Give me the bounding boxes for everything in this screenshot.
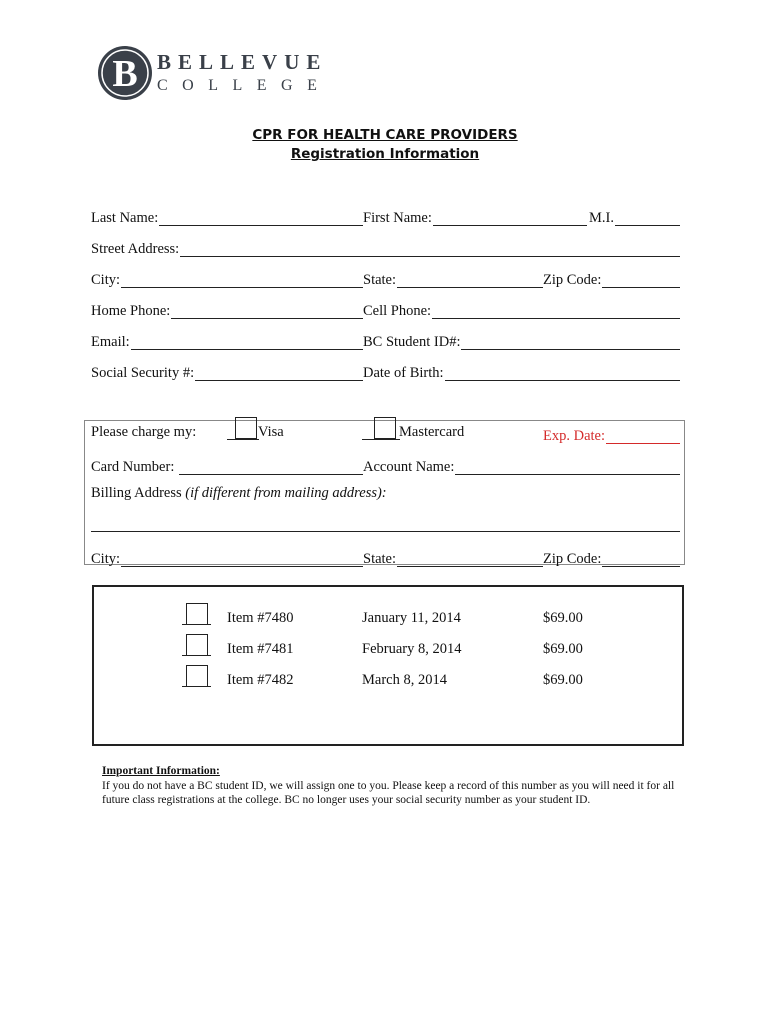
item-date: March 8, 2014 — [362, 672, 447, 688]
name-row — [91, 206, 680, 228]
form-subtitle: Registration Information — [290, 146, 480, 162]
phone-row — [91, 299, 680, 321]
billing-address-label — [91, 485, 387, 502]
billing-city-field[interactable] — [91, 547, 363, 567]
dob-field[interactable] — [363, 361, 680, 381]
billing-state-label: State: — [363, 551, 397, 567]
billing-city-line[interactable] — [121, 550, 363, 567]
first-name-label: First Name: — [363, 210, 432, 226]
street-row — [91, 237, 680, 259]
billing-city-row — [91, 547, 680, 569]
item-number: Item #7482 — [227, 672, 294, 688]
cell-phone-line[interactable] — [432, 302, 680, 319]
zip-label: Zip Code: — [543, 272, 602, 288]
billing-state-line[interactable] — [397, 550, 543, 567]
billing-address-text: Billing Address — [91, 485, 182, 501]
street-line[interactable] — [180, 240, 680, 257]
home-phone-line[interactable] — [171, 302, 363, 319]
exp-date-field[interactable] — [543, 424, 680, 446]
item-price: $69.00 — [543, 610, 583, 626]
last-name-label: Last Name: — [91, 210, 159, 226]
item-number: Item #7480 — [227, 610, 294, 626]
email-line[interactable] — [131, 333, 363, 350]
item-date: February 8, 2014 — [362, 641, 462, 657]
email-field[interactable] — [91, 330, 363, 350]
account-name-label: Account Name: — [363, 459, 455, 475]
zip-field[interactable] — [543, 268, 680, 288]
mi-field[interactable] — [589, 206, 680, 226]
important-heading: Important Information: — [102, 765, 220, 777]
mastercard-underline — [362, 439, 400, 440]
billing-address-line[interactable] — [91, 531, 680, 532]
city-row — [91, 268, 680, 290]
item-checkbox[interactable] — [186, 603, 208, 625]
billing-zip-label: Zip Code: — [543, 551, 602, 567]
student-id-line[interactable] — [461, 333, 680, 350]
mi-line[interactable] — [615, 209, 680, 226]
dob-label: Date of Birth: — [363, 365, 444, 381]
email-row — [91, 330, 680, 352]
visa-checkbox[interactable] — [235, 417, 257, 439]
dob-line[interactable] — [445, 364, 680, 381]
ssn-line[interactable] — [195, 364, 363, 381]
exp-date-label: Exp. Date: — [543, 428, 606, 444]
logo-letter: B — [112, 53, 138, 95]
street-label: Street Address: — [91, 241, 180, 257]
card-number-label: Card Number: — [91, 459, 175, 475]
state-line[interactable] — [397, 271, 543, 288]
important-information — [102, 764, 692, 808]
first-name-field[interactable] — [363, 206, 587, 226]
first-name-line[interactable] — [433, 209, 587, 226]
ssn-label: Social Security #: — [91, 365, 195, 381]
visa-label: Visa — [258, 424, 284, 440]
cell-phone-field[interactable] — [363, 299, 680, 319]
visa-underline — [227, 439, 259, 440]
item-price: $69.00 — [543, 672, 583, 688]
student-id-field[interactable] — [363, 330, 680, 350]
street-field[interactable] — [91, 237, 680, 257]
mastercard-label: Mastercard — [399, 424, 465, 440]
last-name-line[interactable] — [159, 209, 363, 226]
email-label: Email: — [91, 334, 130, 350]
state-field[interactable] — [363, 268, 543, 288]
account-name-field[interactable] — [363, 455, 680, 475]
cell-phone-label: Cell Phone: — [363, 303, 432, 319]
billing-zip-line[interactable] — [602, 550, 680, 567]
account-name-line[interactable] — [455, 458, 680, 475]
ssn-row — [91, 361, 680, 383]
zip-line[interactable] — [602, 271, 680, 288]
city-field[interactable] — [91, 268, 363, 288]
card-number-field[interactable] — [91, 455, 363, 475]
exp-date-line[interactable] — [606, 427, 680, 444]
state-label: State: — [363, 272, 397, 288]
form-title: CPR FOR HEALTH CARE PROVIDERS — [252, 127, 518, 143]
item-number: Item #7481 — [227, 641, 294, 657]
mi-label: M.I. — [589, 210, 614, 226]
logo-wordmark-line2: COLLEGE — [157, 77, 332, 94]
billing-state-field[interactable] — [363, 547, 543, 567]
billing-address-note: (if different from mailing address): — [185, 485, 387, 501]
home-phone-label: Home Phone: — [91, 303, 171, 319]
city-line[interactable] — [121, 271, 363, 288]
mastercard-checkbox[interactable] — [374, 417, 396, 439]
item-date: January 11, 2014 — [362, 610, 461, 626]
student-id-label: BC Student ID#: — [363, 334, 461, 350]
logo-wordmark-line1: BELLEVUE — [157, 50, 328, 74]
card-number-line[interactable] — [179, 458, 363, 475]
charge-label: Please charge my: — [91, 424, 197, 440]
home-phone-field[interactable] — [91, 299, 363, 319]
important-text: If you do not have a BC student ID, we will assign one to you. Please keep a record of this number as you will need it for all future class registrations at the college. BC no longer uses your social security number as your student ID. — [102, 779, 675, 806]
item-checkbox[interactable] — [186, 665, 208, 687]
billing-zip-field[interactable] — [543, 547, 680, 567]
ssn-field[interactable] — [91, 361, 363, 381]
card-row — [91, 455, 680, 477]
city-label: City: — [91, 272, 121, 288]
item-checkbox[interactable] — [186, 634, 208, 656]
billing-city-label: City: — [91, 551, 121, 567]
item-price: $69.00 — [543, 641, 583, 657]
college-logo-mark — [97, 45, 153, 101]
last-name-field[interactable] — [91, 206, 363, 226]
